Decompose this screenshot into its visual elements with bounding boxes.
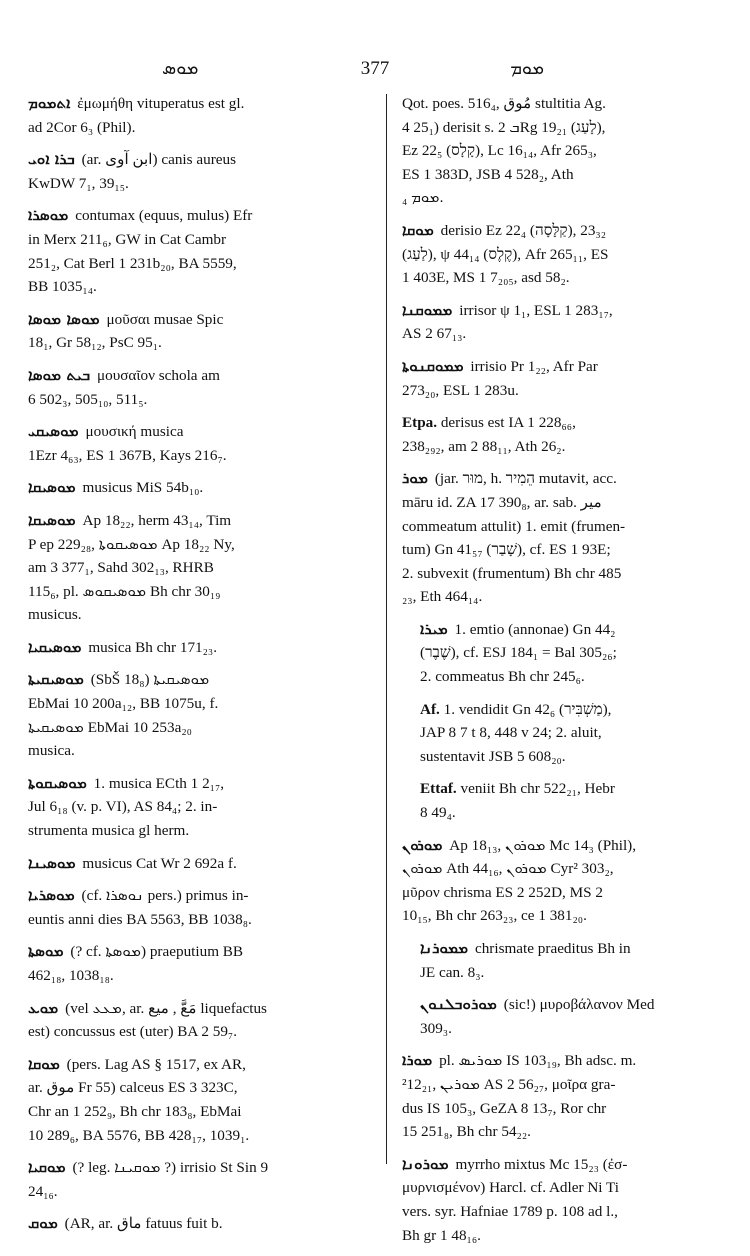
entry-text: JAP 8 7 t 8, 448 v 24; 2. aluit, [420,724,602,742]
entry-text: ²12₂₁, ܡܘܪܝܢ AS 2 56₂₇, μοῖρα gra- [402,1075,616,1093]
entry-line [402,1120,732,1144]
entry-headword: ܡܘܣܝܩܝܐ [28,637,82,656]
entry-line [402,515,732,539]
entry-text: BB 1035₁₄. [28,278,97,296]
entry-headword: ܡܘܪ [402,469,429,488]
entry-text: 462₁₈, 1038₁₈. [28,967,114,984]
entry-text: 251₂, Cat Berl 1 231b₂₀, BA 5559, [28,254,237,272]
dictionary-entry [402,92,732,210]
entry-line [28,852,373,876]
entry-text: 2. commeatus Bh chr 245₆. [420,668,585,686]
entry-line [28,1020,373,1044]
entry-headword: Af. [420,700,440,718]
dictionary-entry [28,1156,373,1203]
entry-text: Qot. poes. 516₄, مُوق stultitia Ag. [402,95,606,112]
entry-headword: ܡܘܪܐ [402,1051,433,1070]
entry-headword: ܡܘܩܐ [402,220,434,239]
dictionary-entry [420,993,732,1040]
entry-line [28,1076,373,1100]
dictionary-entry [402,411,732,458]
dictionary-entry [28,364,373,411]
dictionary-entry [420,777,732,824]
entry-text: ܡܘܪܘܢ Ath 44₁₆, ܡܘܪܘܢ Cyr² 303₂, [402,860,614,878]
entry-text: 1. vendidit Gn 42₆ (מַשְׁבִּיר), [443,700,612,718]
entry-line [28,92,373,116]
entry-text: JE can. 8₃. [420,963,485,981]
entry-text: (SbŠ 18₈) ܡܘܣܝܩܝܬܐ [90,671,210,689]
entry-line [420,801,732,825]
entry-line [402,834,732,858]
dictionary-entry [28,1212,373,1236]
entry-text: ar. موق Fr 55) calceus ES 3 323C, [28,1079,238,1097]
entry-text: μοῦσαι musae Spic [106,310,224,328]
entry-line [402,904,732,928]
entry-text: 10 289₆, BA 5576, BB 428₁₇, 1039₁. [28,1126,250,1144]
entry-text: 1 403E, MS 1 7₂₀₅, asd 58₂. [402,269,570,287]
entry-line [420,777,732,801]
entry-text: Chr an 1 252₉, Bh chr 183₈, EbMai [28,1102,242,1120]
entry-line [28,388,373,412]
dictionary-entry [28,148,373,195]
entry-headword: ܡܘܣܪܝܐ [28,886,75,905]
entry-text: (sic!) μυροβάλανον Med [503,996,655,1014]
entry-text: commeatum attulit) 1. emit (frumen- [402,517,626,535]
entry-line [28,908,373,932]
entry-text: (jar. מוּר, h. הֵמִיר mutavit, acc. [434,470,617,488]
dictionary-entry [28,636,373,660]
entry-text: P ep 229₂₈, ܡܘܣܝܩܘܬܐ Ap 18₂₂ Ny, [28,535,235,553]
entry-line [28,819,373,843]
entry-line [28,884,373,908]
dictionary-entry [28,884,373,931]
dictionary-entry [402,355,732,402]
dictionary-entry [420,937,732,984]
entry-line [28,636,373,660]
entry-line [420,641,732,665]
dictionary-entry [28,668,373,762]
entry-text: 8 49₄. [420,804,456,822]
entry-line [28,940,373,964]
entry-headword: ܡܘܣܝܩܝܬܐ [28,670,84,689]
dictionary-entry [402,299,732,346]
entry-text: ܡܘܣܝܩܝܬܐ EbMai 10 253a₂₀ [28,718,192,736]
entry-line [28,603,373,627]
entry-text: (לַעַג), ψ 44₁₄ (קֶלֶס), Afr 265₁₁, ES [402,245,609,263]
entry-line [28,420,373,444]
dictionary-entry [28,852,373,876]
entry-headword: ܡܘܣܝܩܘܬܐ [28,773,87,792]
entry-headword: ܐܬܡܘܡ [28,94,71,112]
entry-text: 1Ezr 4₆₃, ES 1 367B, Kays 216₇. [28,446,227,464]
entry-text: musicus. [28,606,82,624]
entry-headword: ܒܪܐ ܐܘܝ [28,150,75,169]
entry-text: (vel ܡܥܥ, ar. مَعَّ , ميع liquefactus [65,999,267,1017]
entry-line [28,252,373,276]
dictionary-entry [402,834,732,928]
entry-text: ES 1 383D, JSB 4 528₂, Ath [402,165,574,183]
entry-text: tum) Gn 41₅₇ (שָׁבַר), cf. ES 1 93E; [402,541,611,559]
entry-line [28,964,373,988]
entry-text: ἐμωμήθη vituperatus est gl. [77,95,245,112]
entry-line [402,585,732,609]
entry-line [402,1200,732,1224]
entry-line [420,993,732,1017]
entry-line [402,1153,732,1177]
entry-line [420,618,732,642]
entry-line [28,116,373,140]
entry-text: Ap 18₁₃, ܡܘܪܘܢ Mc 14₃ (Phil), [449,836,637,854]
entry-line [28,148,373,172]
entry-text: strumenta musica gl herm. [28,822,190,840]
entry-text: veniit Bh chr 522₂₁, Hebr [460,780,615,798]
entry-headword: ܡܘܣܐ ܡܘܣܐ [28,309,100,328]
entry-headword: ܡܘܣܝܩܝ [28,422,79,441]
entry-text: 6 502₃, 505₁₀, 511₅. [28,390,148,408]
entry-headword: ܡܘܣܝܢܐ [28,853,76,872]
entry-line [28,997,373,1021]
dictionary-entry [28,308,373,355]
entry-text: contumax (equus, mulus) Efr [75,207,253,225]
entry-text: chrismate praeditus Bh in [474,940,631,957]
entry-line [28,364,373,388]
entry-text: 115₆, pl. ܡܘܣܝܩܘܣ Bh chr 30₁₉ [28,582,221,600]
entry-line [28,668,373,692]
entry-headword: ܡܘܥ [28,998,59,1017]
dictionary-entry [402,467,732,609]
dictionary-entry [28,1053,373,1147]
entry-line [28,204,373,228]
entry-text: est) concussus est (uter) BA 2 59₇. [28,1023,238,1041]
entry-text: μῦρον chrisma ES 2 252D, MS 2 [402,883,603,901]
entry-text: irrisio Pr 1₂₂, Afr Par [470,357,598,375]
entry-headword: ܡܡܘܩܢܘܬܐ [402,356,464,375]
entry-line [402,139,732,163]
entry-line [28,1124,373,1148]
entry-line [402,857,732,881]
entry-line [420,745,732,769]
entry-line [28,716,373,740]
dictionary-entry [420,618,732,689]
entry-text: 238₂₉₂, am 2 88₁₁, Ath 26₂. [402,437,566,455]
entry-headword: ܡܘܣܝܩܐ [28,510,76,529]
dictionary-entry [28,997,373,1044]
entry-text: KwDW 7₁, 39₁₅. [28,174,129,192]
entry-headword: ܡܘܪܘܢܐ [402,1154,449,1173]
entry-line [402,266,732,290]
running-header [30,58,720,86]
entry-line [28,275,373,299]
dictionary-entry [402,219,732,290]
entry-text: ₂₃, Eth 464₁₄. [402,588,483,606]
entry-text: (שֶׁבֶר), cf. ESJ 184₁ = Bal 305₂₆; [420,644,617,662]
entry-line [28,795,373,819]
entry-line [28,772,373,796]
entry-text: Ez 22₅ (קָלָס), Lc 16₁₄, Afr 265₃, [402,142,597,160]
left-running-head: ܡܘܣ [162,58,199,79]
entry-line [420,1017,732,1041]
entry-line [402,116,732,140]
entry-line [402,322,732,346]
entry-line [28,172,373,196]
entry-line [402,538,732,562]
entry-text: in Merx 211₆, GW in Cat Cambr [28,230,227,248]
entry-line [402,92,732,116]
entry-text: μουσαῖον schola am [96,366,220,384]
entry-text: musicus MiS 54b₁₀. [82,479,204,497]
entry-headword: ܡܝܪܐ [420,619,448,638]
entry-text: musica Bh chr 171₂₃. [88,638,218,656]
entry-text: vers. syr. Hafniae 1789 p. 108 ad l., [402,1202,618,1220]
entry-text: EbMai 10 200a₁₂, BB 1075u, f. [28,695,219,713]
entry-text: ad 2Cor 6₃ (Phil). [28,118,136,136]
entry-text: 15 251₈, Bh chr 54₂₂. [402,1123,531,1141]
entry-line [402,1097,732,1121]
entry-text: pl. ܡܘܪܝܣ IS 103₁₉, Bh adsc. m. [439,1052,637,1070]
entry-line [28,580,373,604]
entry-line [28,509,373,533]
entry-line [402,411,732,435]
entry-line [402,1073,732,1097]
entry-text: 309₃. [420,1019,452,1037]
entry-headword: ܡܡܘܪܢܐ [420,939,469,957]
entry-headword: ܡܘܪܘܒܠܢܘܢ [420,995,497,1014]
entry-line [402,379,732,403]
entry-line [402,1224,732,1248]
dictionary-entry [28,204,373,298]
entry-text: 1. emtio (annonae) Gn 44₂ [454,620,616,638]
entry-text: sustentavit JSB 5 608₂₀. [420,747,566,765]
entry-text: 2. subvexit (frumentum) Bh chr 485 [402,564,622,582]
entry-headword: ܡܘܩܐ [28,1054,60,1073]
entry-line [28,556,373,580]
entry-line [28,692,373,716]
entry-headword: ܡܘܩ [28,1214,58,1233]
entry-line [28,1180,373,1204]
entry-text: derisio Ez 22₄ (קַלָּסָה), 23₃₂ [440,221,606,239]
entry-text: māru id. ZA 17 390₈, ar. sab. مير [402,493,602,511]
entry-text: 18₁, Gr 58₁₂, PsC 95₁. [28,334,162,352]
entry-text: 273₂₀, ESL 1 283u. [402,381,519,399]
dictionary-entry [402,1049,732,1143]
entry-line [402,467,732,491]
entry-line [402,881,732,905]
dictionary-entry [420,698,732,769]
entry-text: 24₁₆. [28,1182,58,1200]
entry-text: am 3 377₁, Sahd 302₁₃, RHRB [28,559,214,577]
dictionary-entry [402,1153,732,1247]
entry-text: (ar. ابن آوى) canis aureus [81,151,236,169]
dictionary-entry [28,940,373,987]
entry-text: Bh gr 1 48₁₆. [402,1226,481,1244]
entry-text: (cf. ܢܘܣܪܐ pers.) primus in- [81,887,249,905]
entry-text: μουσική musica [85,423,184,441]
entry-text: ܡܘܡ ₄. [402,189,444,207]
dictionary-entry [28,772,373,843]
entry-line [28,1053,373,1077]
entry-headword: ܡܘܣܪܐ [28,206,69,225]
entry-text: 10₁₅, Bh chr 263₂₃, ce 1 381₂₀. [402,907,587,925]
entry-line [402,299,732,323]
dictionary-entry [28,420,373,467]
entry-headword: Ettaf. [420,780,457,798]
entry-text: dus IS 105₃, GeZA 8 13₇, Ror chr [402,1099,607,1117]
entry-line [402,355,732,379]
entry-text: (AR, ar. ماق fatuus fuit b. [64,1215,223,1233]
entry-text: 4 25₁) derisit s. ܒ 2Rg 19₂₁ (לָעַג), [402,118,606,136]
entry-line [402,1049,732,1073]
entry-text: euntis anni dies BA 5563, BB 1038₈. [28,910,252,928]
dictionary-entry [28,476,373,500]
entry-line [402,186,732,210]
entry-headword: ܡܘܪܘܢ [402,835,443,854]
entry-headword: ܡܘܩܝܐ [28,1158,66,1177]
entry-line [420,665,732,689]
entry-line [420,698,732,722]
entry-line [402,562,732,586]
entry-headword: ܡܘܣܝܩܐ [28,478,76,497]
entry-line [28,1156,373,1180]
page-number: 377 [360,58,390,79]
entry-headword: ܡܘܣܬܐ [28,942,64,961]
dictionary-entry [28,509,373,627]
right-column [402,92,732,1256]
entry-text: derisus est IA 1 228₆₆, [440,414,576,432]
entry-headword: ܒܝܬ ܡܘܣܐ [28,365,91,384]
entry-line [28,1212,373,1236]
entry-line [28,331,373,355]
entry-line [420,961,732,985]
entry-text: (pers. Lag AS § 1517, ex AR, [66,1055,246,1073]
entry-text: myrrho mixtus Mc 15₂₃ (ἐσ- [455,1155,628,1173]
entry-line [402,219,732,243]
entry-text: 1. musica ECth 1 2₁₇, [93,774,225,792]
entry-line [28,308,373,332]
entry-headword: ܡܡܘܩܢܐ [402,300,453,319]
entry-headword: Etpa. [402,414,438,432]
entry-line [28,228,373,252]
entry-text: musica. [28,742,75,760]
entry-line [420,721,732,745]
entry-text: Ap 18₂₂, herm 43₁₄, Tim [82,511,232,529]
entry-text: (? cf. ܡܘܣܬܐ) praeputium BB [70,943,244,961]
entry-line [402,1176,732,1200]
entry-line [402,243,732,267]
entry-text: Jul 6₁₈ (v. p. VI), AS 84₄; 2. in- [28,798,218,816]
entry-line [28,739,373,763]
entry-text: musicus Cat Wr 2 692a f. [82,854,237,872]
entry-line [402,491,732,515]
dictionary-entry [28,92,373,139]
right-running-head: ܡܘܡ [510,58,544,79]
entry-text: AS 2 67₁₃. [402,325,467,343]
column-divider [386,94,387,1164]
entry-text: μυρνισμένον) Harcl. cf. Adler Ni Ti [402,1179,620,1197]
entry-line [420,937,732,961]
entry-line [28,1100,373,1124]
entry-line [402,435,732,459]
entry-line [28,476,373,500]
entry-line [28,533,373,557]
entry-text: (? leg. ܡܘܩܝܢܐ ?) irrisio St Sin 9 [72,1159,269,1177]
entry-text: irrisor ψ 1₁, ESL 1 283₁₇, [459,301,613,319]
entry-line [402,163,732,187]
entry-line [28,444,373,468]
left-column [28,92,373,1245]
